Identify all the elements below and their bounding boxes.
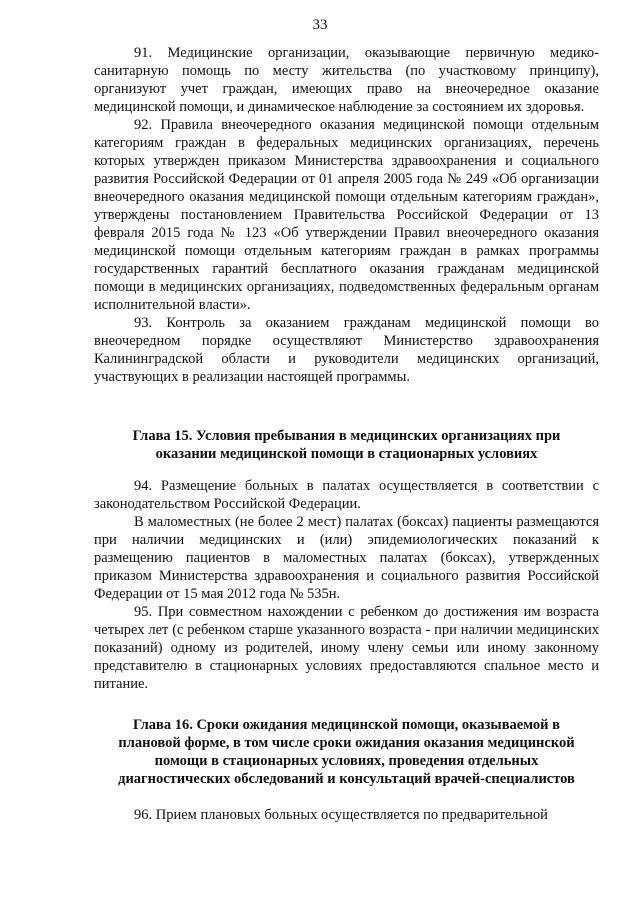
paragraph-93: 93. Контроль за оказанием гражданам медицинской помощи во внеочередном порядке осуществляют Министерство здравоохранения Калининградской области и руководители медицинских организаций, участвующих в реализации настоящей программы. xyxy=(94,315,599,385)
chapter-15-heading: Глава 15. Условия пребывания в медицинских организациях при оказании медицинской помощи в стационарных условиях xyxy=(132,428,561,462)
chapter-16-heading: Глава 16. Сроки ожидания медицинской помощи, оказываемой в плановой форме, в том числе сроки ожидания оказания медицинской помощи в стационарных условиях, проведения отдельных диагностических обследований и консультаций врачей-специалистов xyxy=(118,717,575,787)
paragraph-91: 91. Медицинские организации, оказывающие первичную медико-санитарную помощь по месту жительства (по участковому принципу), организуют учет граждан, имеющих право на внеочередное оказание медицинской помощи, и динамическое наблюдение за состоянием их здоровья. xyxy=(94,45,599,115)
paragraph-94: 94. Размещение больных в палатах осуществляется в соответствии с законодательством Российской Федерации. xyxy=(94,478,599,512)
spacer xyxy=(94,386,599,427)
spacer xyxy=(94,788,599,806)
paragraph-92: 92. Правила внеочередного оказания медицинской помощи отдельным категориям граждан в федеральных медицинских организациях, перечень которых утвержден приказом Министерства здравоохранения и социального развития Российской Федерации от 01 апреля 2005 года № 249 «Об организации внеочередного оказания медицинской помощи отдельным категориям граждан», утверждены постановлением Правительства Российской Федерации от 13 февраля 2015 года № 123 «Об утверждении Правил внеочередного оказания медицинской помощи отдельным категориям граждан в рамках программы государственных гарантий бесплатного оказания гражданам медицинской помощи в медицинских организациях, подведомственных федеральным органам исполнительной власти». xyxy=(94,117,599,313)
paragraph-94-continued: В маломестных (не более 2 мест) палатах (боксах) пациенты размещаются при наличии медицинских и (или) эпидемиологических показаний к размещению пациентов в маломестных палатах (боксах), утвержденных приказом Министерства здравоохранения и социального развития Российской Федерации от 15 мая 2012 года № 535н. xyxy=(94,514,599,602)
spacer xyxy=(94,463,599,477)
paragraph-95: 95. При совместном нахождении с ребенком до достижения им возраста четырех лет (с ребенком старше указанного возраста - при наличии медицинских показаний) одному из родителей, иному члену семьи или иному законному представителю в стационарных условиях предоставляются спальное место и питание. xyxy=(94,604,599,692)
spacer xyxy=(94,693,599,716)
paragraph-96: 96. Прием плановых больных осуществляется по предварительной xyxy=(134,807,548,823)
document-body xyxy=(94,44,599,824)
page-number: 33 xyxy=(312,17,328,33)
